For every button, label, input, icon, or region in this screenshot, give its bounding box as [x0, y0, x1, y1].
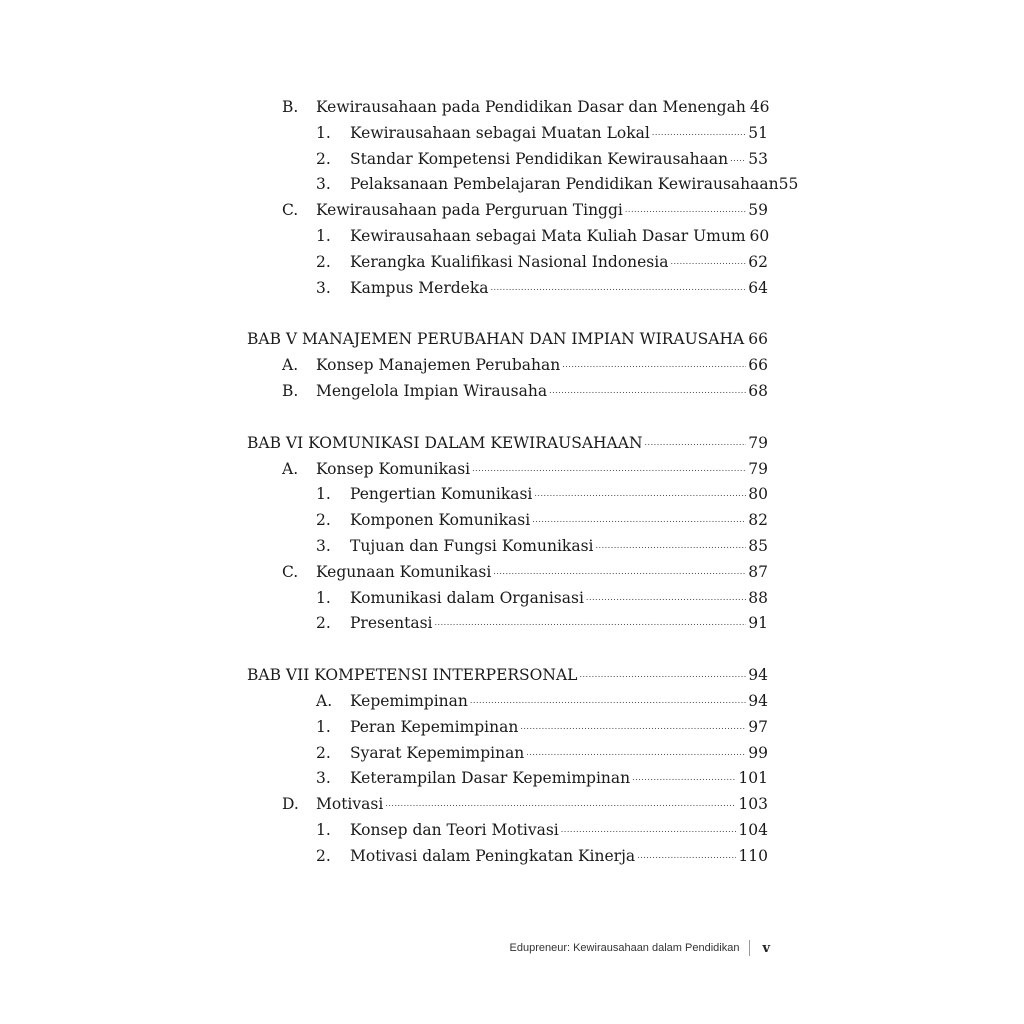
toc-entry-page: 46 [749, 98, 770, 116]
toc-entry-marker: 2. [316, 743, 331, 762]
toc-entry-page: 94 [748, 666, 768, 685]
toc-entry-page: 101 [738, 769, 768, 788]
toc-entry-marker: B. [282, 381, 299, 400]
toc-chapter [247, 431, 768, 457]
toc-entry-title: Konsep Komunikasi [316, 459, 471, 478]
toc-entry [247, 353, 768, 379]
toc-entry-marker: 2. [316, 846, 331, 865]
toc-leader-dots [670, 249, 746, 275]
toc-entry [247, 844, 768, 870]
toc-entry-title: Mengelola Impian Wirausaha [316, 381, 548, 400]
toc-entry-marker: C. [282, 562, 299, 581]
toc-entry-marker: C. [282, 201, 299, 220]
toc-entry [247, 792, 768, 818]
toc-entry [247, 276, 768, 302]
toc-leader-dots [534, 481, 746, 507]
toc-entry-marker: 2. [316, 614, 331, 633]
toc-entry-page: 99 [748, 743, 768, 762]
toc-entry-page: 104 [738, 820, 768, 839]
toc-entry [247, 250, 768, 276]
toc-entry-page: 103 [738, 795, 768, 814]
toc-entry [247, 741, 768, 767]
toc-entry [247, 818, 768, 844]
toc-leader-dots [579, 662, 746, 688]
toc-entry [247, 586, 768, 612]
toc-entry [247, 224, 768, 250]
toc-entry-page: 82 [748, 511, 768, 530]
toc-leader-dots [561, 817, 737, 843]
toc-entry-page: 64 [748, 278, 768, 297]
toc-entry-marker: 2. [316, 252, 331, 271]
toc-entry-title: Komunikasi dalam Organisasi [350, 588, 584, 607]
toc-entry-marker: B. [282, 98, 299, 116]
toc-entry-title: Pengertian Komunikasi [350, 485, 533, 504]
toc-entry [247, 482, 768, 508]
toc-entry [247, 508, 768, 534]
toc-leader-dots [625, 197, 746, 223]
toc-entry-page: 80 [748, 485, 768, 504]
toc-entry-title: Motivasi dalam Peningkatan Kinerja [350, 846, 636, 865]
toc-entry-title: Kewirausahaan sebagai Muatan Lokal [350, 123, 650, 142]
toc-entry [247, 147, 768, 173]
toc-entry-page: 60 [749, 226, 770, 245]
toc-entry-page: 59 [748, 201, 768, 220]
toc-entry-page: 68 [748, 381, 768, 400]
toc-entry-title: Presentasi [350, 614, 433, 633]
toc-entry [247, 560, 768, 586]
table-of-contents [247, 95, 799, 870]
toc-entry-page: 91 [748, 614, 768, 633]
toc-entry [247, 172, 799, 198]
toc-entry-page: 88 [748, 588, 768, 607]
toc-entry [247, 121, 768, 147]
toc-entry-page: 66 [748, 356, 768, 375]
toc-leader-dots [532, 507, 746, 533]
toc-leader-dots [435, 610, 747, 636]
toc-entry [247, 198, 768, 224]
toc-entry-title: BAB VII KOMPETENSI INTERPERSONAL [247, 666, 578, 685]
toc-leader-dots [526, 740, 746, 766]
toc-entry-title: Komponen Komunikasi [350, 511, 531, 530]
toc-leader-dots [652, 120, 746, 146]
toc-entry-marker: A. [282, 459, 299, 478]
toc-entry [247, 611, 768, 637]
toc-leader-dots [520, 714, 746, 740]
toc-entry-page: 55 [778, 175, 799, 194]
toc-entry-page: 53 [748, 149, 768, 168]
toc-chapter [247, 327, 768, 353]
toc-leader-dots [549, 378, 746, 404]
toc-entry-marker: D. [282, 795, 299, 814]
toc-entry-title: Kewirausahaan pada Pendidikan Dasar dan Menengah [316, 98, 746, 116]
toc-entry-marker: 1. [316, 226, 331, 245]
toc-leader-dots [595, 533, 746, 559]
toc-entry-marker: 1. [316, 588, 331, 607]
toc-entry-title: Konsep dan Teori Motivasi [350, 820, 559, 839]
toc-leader-dots [632, 765, 736, 791]
toc-leader-dots [493, 559, 746, 585]
toc-entry-marker: A. [282, 356, 299, 375]
toc-entry-title: Pelaksanaan Pembelajaran Pendidikan Kewirausahaan [350, 175, 779, 194]
toc-entry-title: Standar Kompetensi Pendidikan Kewirausahaan [350, 149, 729, 168]
toc-entry-title: Kampus Merdeka [350, 278, 489, 297]
toc-leader-dots [637, 843, 736, 869]
toc-entry-title: BAB VI KOMUNIKASI DALAM KEWIRAUSAHAAN [247, 433, 643, 452]
toc-entry-marker: A. [316, 691, 333, 710]
toc-leader-dots [730, 146, 746, 172]
toc-entry-page: 79 [748, 433, 768, 452]
toc-entry-title: Konsep Manajemen Perubahan [316, 356, 561, 375]
toc-entry-marker: 3. [316, 278, 331, 297]
toc-leader-dots [472, 456, 746, 482]
toc-entry-marker: 3. [316, 769, 331, 788]
toc-entry-title: Tujuan dan Fungsi Komunikasi [350, 536, 594, 555]
toc-entry-page: 94 [748, 691, 768, 710]
toc-entry-marker: 3. [316, 536, 331, 555]
toc-entry-page: 110 [738, 846, 768, 865]
toc-entry-title: Kewirausahaan pada Perguruan Tinggi [316, 201, 623, 220]
footer-book-title: Edupreneur: Kewirausahaan dalam Pendidikan [509, 942, 740, 954]
toc-entry-page: 66 [748, 330, 768, 349]
toc-entry-page: 51 [748, 123, 768, 142]
toc-entry [247, 715, 768, 741]
toc-entry-page: 85 [748, 536, 768, 555]
toc-leader-dots [586, 585, 746, 611]
toc-entry [247, 95, 768, 121]
toc-entry-title: Keterampilan Dasar Kepemimpinan [350, 769, 631, 788]
toc-entry-page: 62 [748, 252, 768, 271]
toc-entry-marker: 1. [316, 820, 331, 839]
toc-leader-dots [645, 430, 747, 456]
toc-entry [247, 457, 768, 483]
toc-entry [247, 766, 768, 792]
toc-entry-title: Kepemimpinan [350, 691, 468, 710]
page-footer [480, 940, 770, 956]
toc-entry-title: Kegunaan Komunikasi [316, 562, 492, 581]
toc-entry-title: Syarat Kepemimpinan [350, 743, 525, 762]
toc-entry-title: Kerangka Kualifikasi Nasional Indonesia [350, 252, 669, 271]
toc-entry-page: 87 [748, 562, 768, 581]
toc-leader-dots [385, 791, 736, 817]
footer-page-number: v [762, 940, 770, 956]
toc-leader-dots [562, 352, 746, 378]
toc-entry-marker: 2. [316, 511, 331, 530]
toc-entry-title: BAB V MANAJEMEN PERUBAHAN DAN IMPIAN WIRAUSAHA [247, 330, 745, 349]
toc-entry-title: Kewirausahaan sebagai Mata Kuliah Dasar Umum [350, 226, 746, 245]
toc-leader-dots [470, 688, 746, 714]
toc-entry [247, 689, 768, 715]
toc-entry-page: 97 [748, 717, 768, 736]
footer-separator [749, 940, 750, 956]
toc-entry-marker: 1. [316, 485, 331, 504]
toc-entry-marker: 2. [316, 149, 331, 168]
toc-entry-title: Motivasi [316, 795, 384, 814]
toc-entry-marker: 3. [316, 175, 331, 194]
toc-entry-page: 79 [748, 459, 768, 478]
toc-entry-title: Peran Kepemimpinan [350, 717, 519, 736]
toc-chapter [247, 663, 768, 689]
toc-entry-marker: 1. [316, 717, 331, 736]
toc-entry-marker: 1. [316, 123, 331, 142]
toc-entry [247, 379, 768, 405]
toc-leader-dots [491, 275, 747, 301]
toc-entry [247, 534, 768, 560]
